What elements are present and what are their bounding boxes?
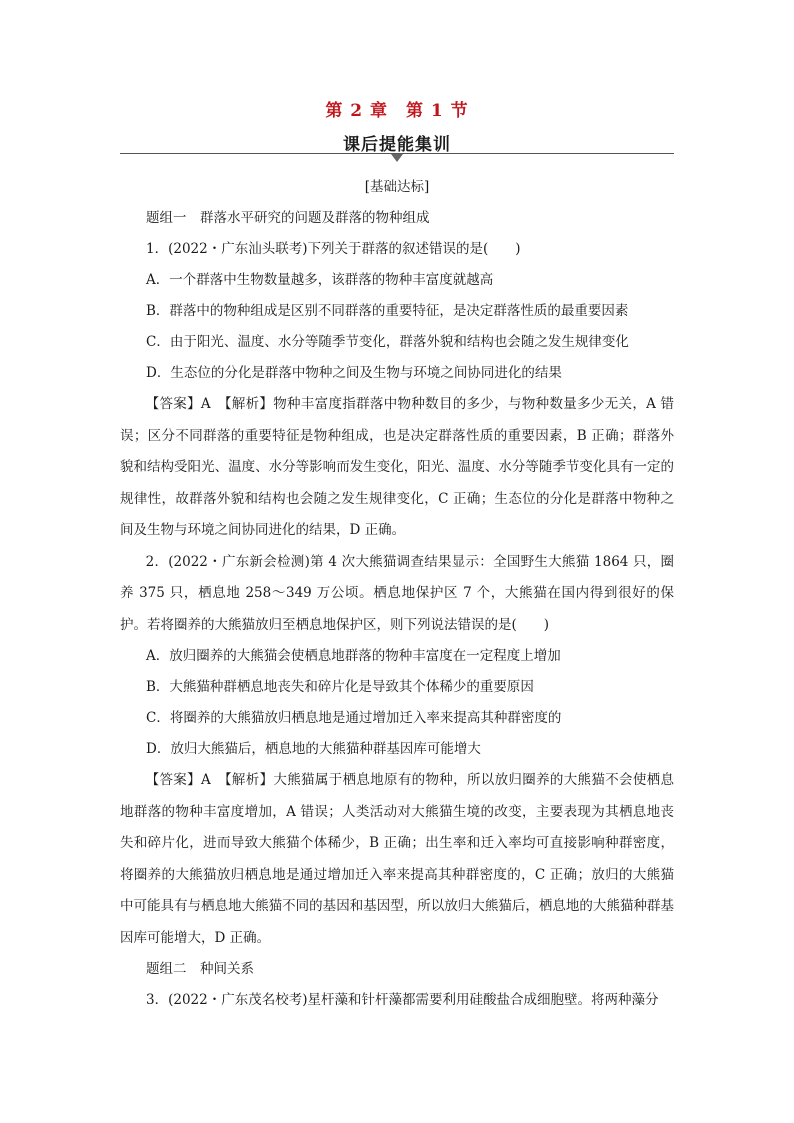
question-1-option-b: B．群落中的物种组成是区别不同群落的重要特征，是决定群落性质的最重要因素 xyxy=(146,303,629,319)
chapter-title: 第 2 章 第 1 节 xyxy=(325,101,469,121)
group-two-heading: 题组二 种间关系 xyxy=(146,961,254,977)
question-3-stem: 3．(2022・广东茂名校考)星杆藻和针杆藻都需要利用硅酸盐合成细胞壁。将两种藻分 xyxy=(146,992,659,1008)
question-2-option-c: C．将圈养的大熊猫放归栖息地是通过增加迁入率来提高其种群密度的 xyxy=(146,710,562,726)
document-body xyxy=(120,174,674,1016)
question-2-option-a: A．放归圈养的大熊猫会使栖息地群落的物种丰富度在一定程度上增加 xyxy=(146,648,561,664)
question-2-answer-label: 【答案】A 【解析】 xyxy=(145,772,274,788)
question-1-option-c: C．由于阳光、温度、水分等随季节变化，群落外貌和结构也会随之发生规律变化 xyxy=(146,334,629,350)
question-2-stem: 2．(2022・广东新会检测)第 4 次大熊猫调查结果显示：全国野生大熊猫 1864 只，圈养 375 只，栖息地 258～349 万公顷。栖息地保护区 7 个，大熊猫在国内得到很好的保护。若将圈养的大熊猫放归至栖息地保护区，则下列说法错误的是( ) xyxy=(120,553,674,633)
level-heading: [基础达标] xyxy=(364,179,430,195)
question-1-analysis: 物种丰富度指群落中物种数目的多少，与物种数量多少无关，A 错误；区分不同群落的重要特征是物种组成，也是决定群落性质的重要因素，B 正确；群落外貌和结构受阳光、温度、水分等影响而发生变化，阳光、温度、水分等随季节变化具有一定的规律性，故群落外貌和结构也会随之发生规律变化，C 正确；生态位的分化是群落中物种之间及生物与环境之间协同进化的结果，D 正确。 xyxy=(120,396,674,538)
question-1-answer-label: 【答案】A 【解析】 xyxy=(145,396,274,412)
page-title: 课后提能集训 xyxy=(343,135,451,155)
question-1-stem: 1．(2022・广东汕头联考)下列关于群落的叙述错误的是( ) xyxy=(146,241,521,257)
question-2-answer xyxy=(120,765,674,954)
question-2-analysis: 大熊猫属于栖息地原有的物种，所以放归圈养的大熊猫不会使栖息地群落的物种丰富度增加，A 错误；人类活动对大熊猫生境的改变，主要表现为其栖息地丧失和碎片化，进而导致大熊猫个体稀少，B 正确；出生率和迁入率均可直接影响种群密度，将圈养的大熊猫放归栖息地是通过增加迁入率来提高其种群密度的，C 正确；放归的大熊猫中可能具有与栖息地大熊猫不同的基因和基因型，所以放归大熊猫后，栖息地的大熊猫种群基因库可能增大，D 正确。 xyxy=(120,772,675,946)
question-2-option-b: B．大熊猫种群栖息地丧失和碎片化是导致其个体稀少的重要原因 xyxy=(146,679,534,695)
question-1-answer xyxy=(120,389,674,547)
group-one-heading: 题组一 群落水平研究的问题及群落的物种组成 xyxy=(146,210,430,226)
divider-arrow-icon xyxy=(391,154,403,162)
question-1-option-d: D．生态位的分化是群落中物种之间及生物与环境之间协同进化的结果 xyxy=(146,365,562,381)
question-1-option-a: A．一个群落中生物数量越多，该群落的物种丰富度就越高 xyxy=(146,272,494,288)
question-2-option-d: D．放归大熊猫后，栖息地的大熊猫种群基因库可能增大 xyxy=(146,741,481,757)
